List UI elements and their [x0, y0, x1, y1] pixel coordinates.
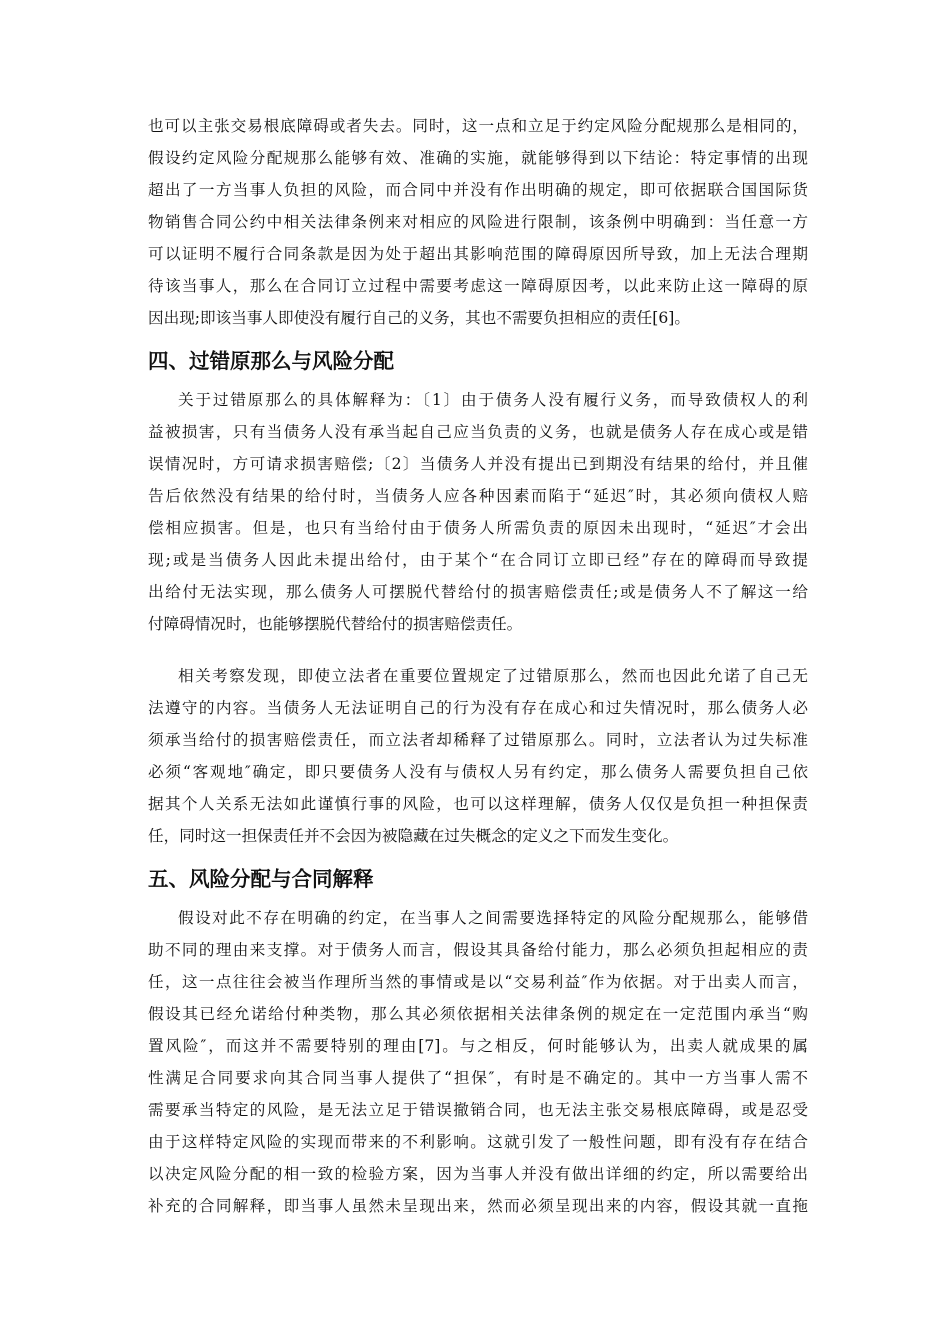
paragraph-line: 性满足合同要求向其合同当事人提供了“担保″，有时是不确定的。其中一方当事人需不 [148, 1069, 808, 1087]
paragraph-line: 待该当事人，那么在合同订立过程中需要考虑这一障碍原因考，以此来防止这一障碍的原 [148, 277, 808, 295]
paragraph-line: 需要承当特定的风险，是无法立足于错误撤销合同，也无法主张交易根底障碍，或是忍受 [148, 1101, 808, 1119]
paragraph-line: 偿相应损害。但是，也只有当给付由于债务人所需负责的原因未出现时，“延迟″才会出 [148, 519, 808, 537]
paragraph-line: 须承当给付的损害赔偿责任，而立法者却稀释了过错原那么。同时，立法者认为过失标准 [148, 731, 808, 749]
paragraph-line: 置风险″，而这并不需要特别的理由[7]。与之相反，何时能够认为，出卖人就成果的属 [148, 1037, 808, 1055]
section-heading: 四、过错原那么与风险分配 [148, 349, 394, 373]
paragraph-line: 可以证明不履行合同条款是因为处于超出其影响范围的障碍原因所导致，加上无法合理期 [148, 245, 808, 263]
paragraph-line: 告后依然没有结果的给付时，当债务人应各种因素而陷于“延迟″时，其必须向债权人赔 [148, 487, 808, 505]
paragraph-line: 也可以主张交易根底障碍或者失去。同时，这一点和立足于约定风险分配规那么是相同的， [148, 117, 808, 135]
paragraph-line: 必须“客观地″确定，即只要债务人没有与债权人另有约定，那么债务人需要负担自己依 [148, 763, 808, 781]
paragraph-line: 相关考察发现，即使立法者在重要位置规定了过错原那么，然而也因此允诺了自己无 [178, 667, 808, 685]
paragraph-line: 现;或是当债务人因此未提出给付，由于某个“在合同订立即已经”存在的障碍而导致提 [148, 551, 808, 569]
paragraph-line: 出给付无法实现，那么债务人可摆脱代替给付的损害赔偿责任;或是债务人不了解这一给 [148, 583, 808, 601]
paragraph-line: 益被损害，只有当债务人没有承当起自己应当负责的义务，也就是债务人存在成心或是错 [148, 423, 808, 441]
paragraph-line: 由于这样特定风险的实现而带来的不利影响。这就引发了一般性问题，即有没有存在结合 [148, 1133, 808, 1151]
paragraph-line: 任，同时这一担保责任并不会因为被隐藏在过失概念的定义之下而发生变化。 [148, 827, 679, 845]
paragraph-line: 据其个人关系无法如此谨慎行事的风险，也可以这样理解，债务人仅仅是负担一种担保责 [148, 795, 808, 813]
paragraph-line: 假设对此不存在明确的约定，在当事人之间需要选择特定的风险分配规那么，能够借 [178, 909, 808, 927]
paragraph-line: 任，这一点往往会被当作理所当然的事情或是以“交易利益″作为依据。对于出卖人而言， [148, 973, 808, 991]
paragraph-line: 假设约定风险分配规那么能够有效、准确的实施，就能够得到以下结论：特定事情的出现 [148, 149, 808, 167]
paragraph-line: 关于过错原那么的具体解释为：〔1〕由于债务人没有履行义务，而导致债权人的利 [178, 391, 808, 409]
section-heading: 五、风险分配与合同解释 [148, 867, 374, 891]
paragraph-line: 因出现;即该当事人即使没有履行自己的义务，其也不需要负担相应的责任[6]。 [148, 309, 690, 327]
paragraph-line: 以决定风险分配的相一致的检验方案，因为当事人并没有做出详细的约定，所以需要给出 [148, 1165, 808, 1183]
paragraph-line: 物销售合同公约中相关法律条例来对相应的风险进行限制，该条例中明确到：当任意一方 [148, 213, 808, 231]
paragraph-line: 误情况时，方可请求损害赔偿;〔2〕当债务人并没有提出已到期没有结果的给付，并且催 [148, 455, 808, 473]
paragraph-line: 补充的合同解释，即当事人虽然未呈现出来，然而必须呈现出来的内容，假设其就一直拖 [148, 1197, 808, 1215]
paragraph-line: 法遵守的内容。当债务人无法证明自己的行为没有存在成心和过失情况时，那么债务人必 [148, 699, 808, 717]
paragraph-line: 超出了一方当事人负担的风险，而合同中并没有作出明确的规定，即可依据联合国国际货 [148, 181, 808, 199]
paragraph-line: 助不同的理由来支撑。对于债务人而言，假设其具备给付能力，那么必须负担起相应的责 [148, 941, 808, 959]
paragraph-line: 付障碍情况时，也能够摆脱代替给付的损害赔偿责任。 [148, 615, 523, 633]
paragraph-line: 假设其已经允诺给付种类物，那么其必须依据相关法律条例的规定在一定范围内承当“购 [148, 1005, 808, 1023]
